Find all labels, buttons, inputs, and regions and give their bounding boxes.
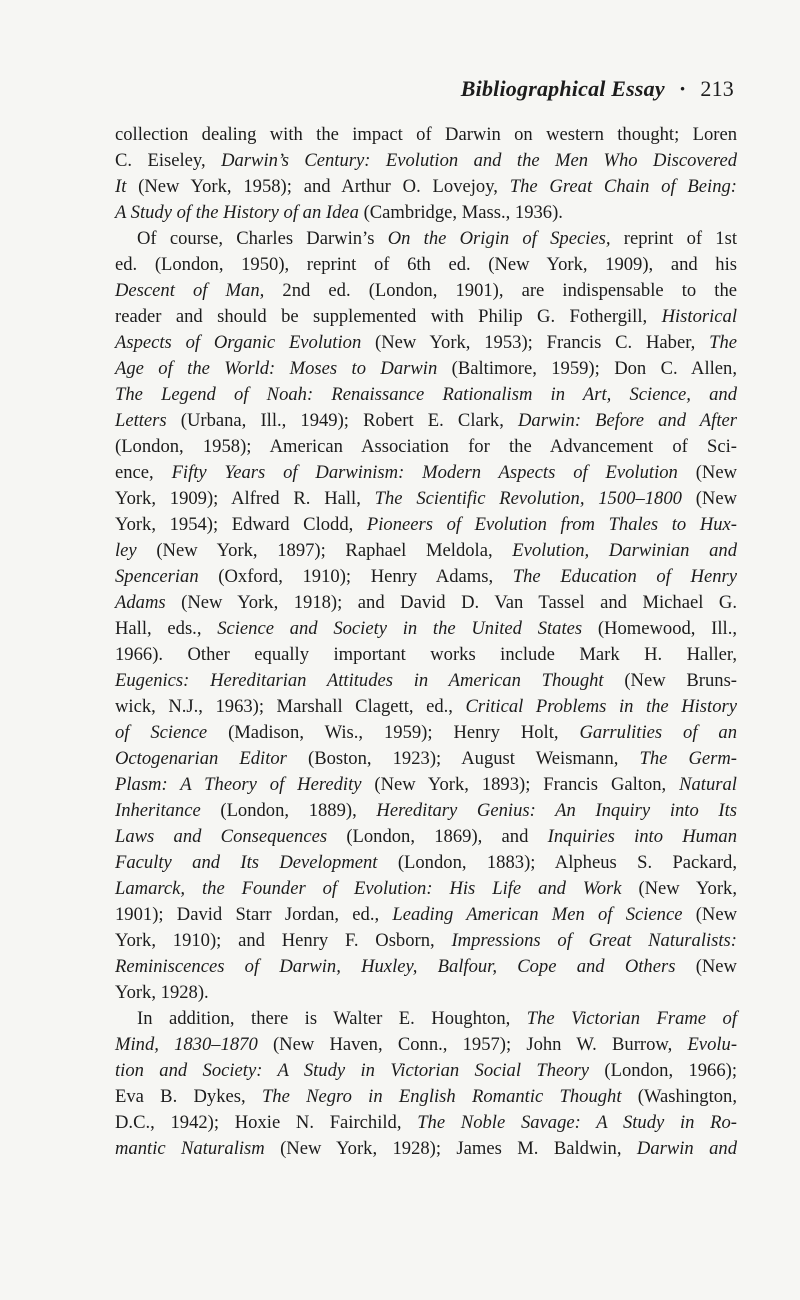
text-line: [115, 1032, 737, 1058]
text-segment: D.C., 1942); Hoxie N. Fairchild,: [115, 1112, 418, 1133]
text-line: [115, 1084, 737, 1110]
text-line: [115, 304, 737, 330]
italic-title-segment: Faculty and Its Development: [115, 852, 378, 873]
italic-title-segment: Leading American Men of Science: [392, 904, 683, 925]
text-line: [115, 434, 737, 460]
italic-title-segment: mantic Naturalism: [115, 1138, 265, 1159]
text-segment: (Washington,: [621, 1086, 737, 1107]
italic-title-segment: Laws and Consequences: [115, 826, 328, 847]
text-segment: ence,: [115, 462, 172, 483]
italic-title-segment: A Study of the History of an Idea: [115, 202, 359, 223]
text-segment: York, 1928).: [115, 982, 209, 1003]
text-line: [115, 616, 737, 642]
body-text: [115, 122, 737, 1162]
text-line: [115, 798, 737, 824]
text-segment: Hall, eds.,: [115, 618, 218, 639]
italic-title-segment: The Victorian Frame of: [526, 1008, 737, 1029]
text-segment: 2nd ed. (London, 1901), are indispensable to the: [264, 280, 737, 301]
italic-title-segment: Pioneers of Evolution from Thales to Hux-: [366, 514, 738, 535]
text-segment: (Cambridge, Mass., 1936).: [358, 202, 563, 223]
text-line: [115, 1136, 737, 1162]
text-line: [115, 954, 737, 980]
text-line: [115, 226, 737, 252]
italic-title-segment: Reminiscences of Darwin, Huxley, Balfour, Cope and Others: [115, 956, 676, 977]
text-line: [115, 1058, 737, 1084]
italic-title-segment: Darwin and: [636, 1138, 737, 1159]
italic-title-segment: The Great Chain of Being:: [509, 176, 737, 197]
text-segment: (London, 1889),: [200, 800, 377, 821]
text-line: [115, 278, 737, 304]
text-segment: (New Haven, Conn., 1957); John W. Burrow,: [257, 1034, 688, 1055]
text-line: [115, 1006, 737, 1032]
text-line: [115, 772, 737, 798]
text-segment: 1901); David Starr Jordan, ed.,: [115, 904, 393, 925]
italic-title-segment: Historical: [661, 306, 737, 327]
text-segment: (London, 1869), and: [327, 826, 548, 847]
text-line: [115, 642, 737, 668]
text-line: [115, 1110, 737, 1136]
text-line: [115, 356, 737, 382]
text-segment: (New York, 1953); Francis C. Haber,: [361, 332, 710, 353]
italic-title-segment: Natural: [679, 774, 737, 795]
page-number: 213: [700, 76, 734, 101]
text-segment: (New: [681, 488, 738, 509]
running-head-separator: ·: [678, 76, 687, 101]
italic-title-segment: Inheritance: [115, 800, 201, 821]
text-segment: York, 1954); Edward Clodd,: [115, 514, 367, 535]
text-segment: 1966). Other equally important works include Mark H. Haller,: [115, 644, 737, 665]
italic-title-segment: Garrulities of an: [579, 722, 738, 743]
text-segment: York, 1909); Alfred R. Hall,: [115, 488, 375, 509]
italic-title-segment: Octogenarian Editor: [115, 748, 287, 769]
text-segment: York, 1910); and Henry F. Osborn,: [115, 930, 452, 951]
text-line: [115, 512, 737, 538]
text-line: [115, 694, 737, 720]
text-line: [115, 174, 737, 200]
italic-title-segment: The Scientific Revolution, 1500–1800: [374, 488, 682, 509]
text-segment: (New York, 1918); and David D. Van Tassel and Michael G.: [165, 592, 737, 613]
italic-title-segment: Evolu-: [687, 1034, 738, 1055]
text-segment: (Homewood, Ill.,: [582, 618, 738, 639]
text-segment: reader and should be supplemented with Philip G. Fothergill,: [115, 306, 662, 327]
text-line: [115, 746, 737, 772]
text-segment: (New York, 1958); and Arthur O. Lovejoy,: [126, 176, 510, 197]
text-segment: reprint of 1st: [610, 228, 737, 249]
italic-title-segment: ley: [115, 540, 137, 561]
italic-title-segment: Plasm: A Theory of Heredity: [115, 774, 362, 795]
text-segment: Of course, Charles Darwin’s: [137, 228, 388, 249]
italic-title-segment: Evolution, Darwinian and: [512, 540, 737, 561]
text-segment: (New: [677, 462, 737, 483]
text-line: [115, 824, 737, 850]
text-segment: (London, 1883); Alpheus S. Packard,: [377, 852, 737, 873]
italic-title-segment: Adams: [115, 592, 166, 613]
italic-title-segment: Mind, 1830–1870: [115, 1034, 258, 1055]
text-line: [115, 252, 737, 278]
text-line: [115, 850, 737, 876]
running-head: [461, 76, 734, 102]
italic-title-segment: Inquiries into Human: [547, 826, 738, 847]
text-segment: (London, 1966);: [589, 1060, 737, 1081]
text-segment: (New: [682, 904, 738, 925]
text-line: [115, 200, 737, 226]
text-segment: (Boston, 1923); August Weismann,: [286, 748, 640, 769]
text-line: [115, 928, 737, 954]
text-line: [115, 486, 737, 512]
text-segment: C. Eiseley,: [115, 150, 222, 171]
text-line: [115, 980, 737, 1006]
text-line: [115, 668, 737, 694]
text-segment: (Oxford, 1910); Henry Adams,: [198, 566, 513, 587]
text-line: [115, 382, 737, 408]
italic-title-segment: The Germ-: [639, 748, 738, 769]
text-segment: (Urbana, Ill., 1949); Robert E. Clark,: [166, 410, 518, 431]
text-segment: (New York, 1897); Raphael Meldola,: [136, 540, 513, 561]
italic-title-segment: The: [709, 332, 737, 353]
italic-title-segment: Lamarck, the Founder of Evolution: His Life and Work: [115, 878, 622, 899]
text-line: [115, 122, 737, 148]
italic-title-segment: Age of the World: Moses to Darwin: [115, 358, 438, 379]
italic-title-segment: Hereditary Genius: An Inquiry into Its: [376, 800, 737, 821]
text-segment: collection dealing with the impact of Darwin on western thought; Loren: [115, 124, 737, 145]
italic-title-segment: Critical Problems in the History: [465, 696, 737, 717]
italic-title-segment: The Negro in English Romantic Thought: [261, 1086, 622, 1107]
text-segment: (New Bruns-: [603, 670, 737, 691]
text-segment: (New: [675, 956, 737, 977]
italic-title-segment: Eugenics: Hereditarian Attitudes in American Thought: [115, 670, 604, 691]
italic-title-segment: On the Origin of Species,: [387, 228, 611, 249]
text-segment: ed. (London, 1950), reprint of 6th ed. (New York, 1909), and his: [115, 254, 737, 275]
italic-title-segment: The Noble Savage: A Study in Ro-: [417, 1112, 737, 1133]
italic-title-segment: It: [115, 176, 127, 197]
italic-title-segment: Darwin’s Century: Evolution and the Men Who Discovered: [221, 150, 737, 171]
text-segment: (Baltimore, 1959); Don C. Allen,: [437, 358, 737, 379]
italic-title-segment: The Legend of Noah: Renaissance Rationalism in Art, Science, and: [115, 384, 737, 405]
italic-title-segment: Letters: [115, 410, 167, 431]
italic-title-segment: Aspects of Organic Evolution: [115, 332, 362, 353]
running-head-title: Bibliographical Essay: [460, 76, 665, 101]
text-segment: In addition, there is Walter E. Houghton,: [137, 1008, 527, 1029]
text-line: [115, 460, 737, 486]
text-line: [115, 330, 737, 356]
italic-title-segment: Impressions of Great Naturalists:: [451, 930, 737, 951]
text-line: [115, 564, 737, 590]
text-segment: (New York, 1893); Francis Galton,: [361, 774, 680, 795]
italic-title-segment: Fifty Years of Darwinism: Modern Aspects of Evolution: [171, 462, 678, 483]
text-segment: Eva B. Dykes,: [115, 1086, 262, 1107]
italic-title-segment: Darwin: Before and After: [518, 410, 737, 431]
italic-title-segment: Spencerian: [115, 566, 199, 587]
text-line: [115, 590, 737, 616]
text-line: [115, 408, 737, 434]
text-line: [115, 148, 737, 174]
italic-title-segment: Science and Society in the United States: [217, 618, 583, 639]
italic-title-segment: Descent of Man,: [115, 280, 265, 301]
text-segment: (London, 1958); American Association for the Advancement of Sci-: [115, 436, 737, 457]
italic-title-segment: of Science: [115, 722, 208, 743]
text-line: [115, 538, 737, 564]
text-segment: wick, N.J., 1963); Marshall Clagett, ed.,: [115, 696, 466, 717]
text-line: [115, 876, 737, 902]
text-segment: (New York,: [621, 878, 737, 899]
text-line: [115, 902, 737, 928]
text-segment: (New York, 1928); James M. Baldwin,: [264, 1138, 637, 1159]
italic-title-segment: tion and Society: A Study in Victorian Social Theory: [115, 1060, 590, 1081]
text-segment: (Madison, Wis., 1959); Henry Holt,: [207, 722, 580, 743]
italic-title-segment: The Education of Henry: [512, 566, 737, 587]
text-line: [115, 720, 737, 746]
